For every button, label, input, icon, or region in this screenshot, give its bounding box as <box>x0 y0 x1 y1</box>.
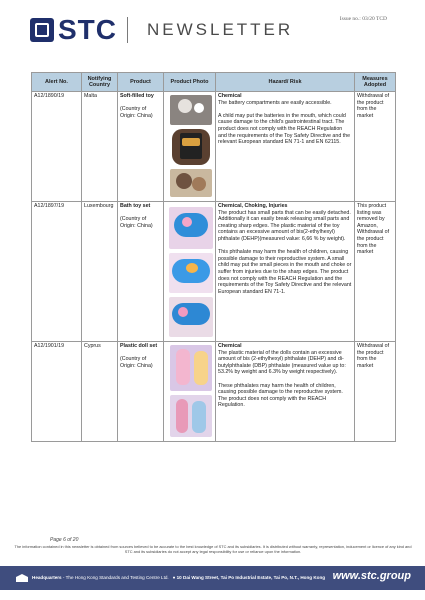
table-row <box>32 342 396 442</box>
col-product-photo: Product Photo <box>164 73 216 92</box>
country-of-origin: (Country of Origin: China) <box>120 216 153 229</box>
product-name: Bath toy set <box>120 203 151 209</box>
hq-company: - The Hong Kong Standards and Testing Centre Ltd. <box>61 575 169 580</box>
hazard-text: These phthalates may harm the health of children, causing possible damage to the reproductive system. The product does not comply with the REACH Regulation. <box>218 382 343 409</box>
product-name: Soft-filled toy <box>120 93 154 99</box>
headquarters-info <box>32 575 325 580</box>
product-cell <box>118 92 164 202</box>
hazard-text: The plastic material of the dolls contain an excessive amount of bis (2-ethylhexyl) phthalate (DEHP) and di-butylphthalate (DBP) phthalate (measured value up to: 53.2% by weight and 6.3% by weight respectively). <box>218 349 346 376</box>
hazard-text: A child may put the batteries in the mouth, which could cause damage to the child's gastrointestinal tract. The product does not comply with the REACH Regulation and the requirements of the Toy Safety Directive and the relevant European standard EN 71-1 and EN 62115. <box>218 112 351 146</box>
country-of-origin: (Country of Origin: China) <box>120 106 153 119</box>
col-hazard-risk: Hazard/ Risk <box>216 73 355 92</box>
product-photo-doll-set <box>166 343 213 439</box>
hazard-text: The product has small parts that can be easily detached. Additionally it can easily break releasing small parts and creating sharp edges. The plastic material of the toy contains an excessive amount of bis(2-ethylhexyl) phthalate (DEHP)(measured value: 6,66 % by weight). <box>218 209 351 242</box>
notifying-country: Malta <box>82 92 118 202</box>
hazard-title: Chemical, Choking, Injuries <box>218 203 288 209</box>
product-photo-cell <box>164 202 216 342</box>
hazard-cell <box>216 342 355 442</box>
alert-number: A12/1901/19 <box>32 342 82 442</box>
measures-adopted: Withdrawal of the product from the market <box>355 92 396 202</box>
hq-label: Headquarters <box>32 575 62 580</box>
alert-number: A12/1897/19 <box>32 202 82 342</box>
col-product: Product <box>118 73 164 92</box>
header-divider <box>127 17 128 43</box>
newsletter-title: NEWSLETTER <box>147 20 294 39</box>
col-alert-no: Alert No. <box>32 73 82 92</box>
issue-number: Issue no.: 03/20 TCD <box>339 16 387 22</box>
col-measures: Measures Adopted <box>355 73 396 92</box>
product-photo-cell <box>164 342 216 442</box>
alerts-table <box>31 72 396 442</box>
product-photo-bath-toy <box>166 203 213 339</box>
page-number: Page 6 of 20 <box>50 537 79 543</box>
country-of-origin: (Country of Origin: China) <box>120 356 153 369</box>
hazard-title: Chemical <box>218 93 242 99</box>
measures-adopted: This product listing was removed by Amazon, Withdrawal of the product from the market <box>355 202 396 342</box>
alert-number: A12/1890/19 <box>32 92 82 202</box>
stc-logo-mark-icon <box>30 18 54 42</box>
notifying-country: Luxembourg <box>82 202 118 342</box>
product-photo-cell <box>164 92 216 202</box>
col-notifying-country: Notifying Country <box>82 73 118 92</box>
hazard-cell <box>216 202 355 342</box>
website-link[interactable]: www.stc.group <box>332 570 411 582</box>
table-row <box>32 92 396 202</box>
hazard-cell <box>216 92 355 202</box>
hazard-text: The battery compartments are easily accessible. <box>218 99 332 106</box>
table-row <box>32 202 396 342</box>
product-cell <box>118 342 164 442</box>
headquarters-building-icon <box>16 574 28 582</box>
table-header-row <box>32 73 396 92</box>
hazard-text: This phthalate may harm the health of children, causing possible damage to their reproductive system. A small child may put the small pieces in the mouth and choke or suffer from injuries due to the sharp edges. The product does not comply with the REACH Regulation and the requirements of the Toy Safety Directive and the relevant European standard EN 71-1. <box>218 249 352 295</box>
hq-address: 10 Dai Wang Street, Tai Po Industrial Estate, Tai Po, N.T., Hong Kong <box>176 575 326 580</box>
stc-logo <box>30 14 128 45</box>
product-cell <box>118 202 164 342</box>
product-photo-soft-toy <box>166 93 213 199</box>
product-name: Plastic doll set <box>120 343 158 349</box>
disclaimer: The information contained in this newsletter is obtained from sources believed to be accurate to the best knowledge of STC and its subsidiaries. It is distributed without warranty, representation, inducement or licence of any kind and STC and its subsidiaries do not accept any legal responsibility for use or reliance upon the information. <box>14 544 412 554</box>
measures-adopted: Withdrawal of the product from the market <box>355 342 396 442</box>
location-pin-icon: ● <box>172 575 176 580</box>
logo-text: STC <box>58 14 117 45</box>
hazard-title: Chemical <box>218 343 242 349</box>
notifying-country: Cyprus <box>82 342 118 442</box>
